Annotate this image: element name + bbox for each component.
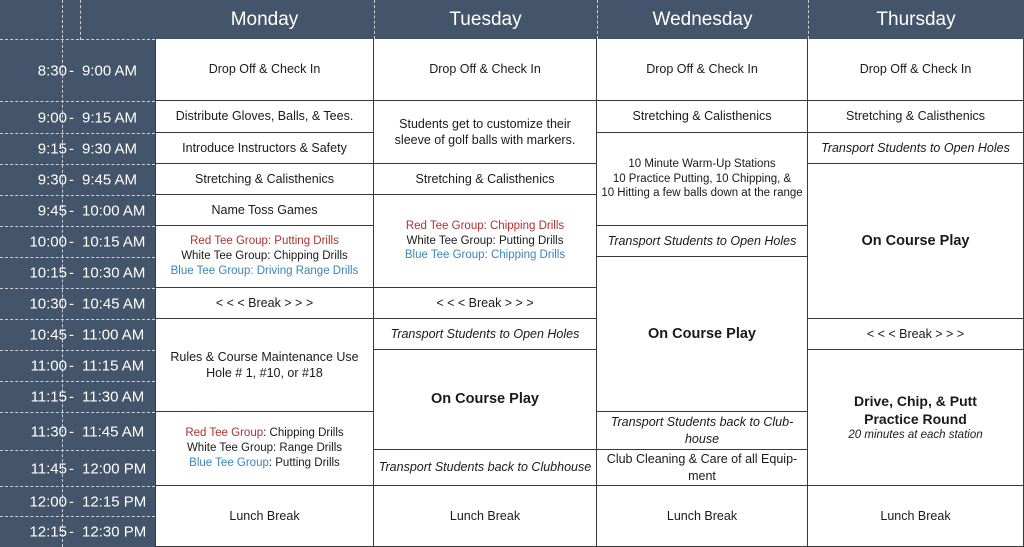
activity-text: Introduce Instructors & Safety	[182, 140, 347, 155]
time-separator: -	[69, 357, 74, 375]
time-separator: -	[69, 140, 74, 158]
column-divider	[80, 0, 81, 40]
activity-line	[185, 441, 343, 456]
activity-line	[848, 428, 982, 443]
activity-cell-wednesday	[597, 101, 808, 133]
activity-text: 10 Minute Warm-Up Stations	[628, 157, 776, 170]
activity-line	[611, 431, 794, 447]
activity-line	[880, 508, 950, 524]
time-end: 10:45 AM	[82, 295, 146, 313]
activity-line	[391, 326, 580, 342]
activity-line	[216, 295, 313, 311]
activity-cell-monday	[155, 288, 374, 319]
activity-text: sleeve of golf balls with markers.	[394, 133, 576, 147]
red-tee-text: Red Tee Group: Putting Drills	[190, 235, 339, 248]
activity-line	[646, 61, 758, 77]
activity-cell-monday	[155, 319, 374, 412]
time-end: 11:45 AM	[82, 423, 145, 440]
activity-cell-thursday	[808, 319, 1024, 350]
activity-text: 10 Practice Putting, 10 Chipping, &	[612, 172, 792, 185]
activity-cell-tuesday	[374, 486, 597, 547]
activity-line	[450, 508, 520, 524]
activity-line	[429, 61, 541, 77]
time-separator: -	[69, 423, 74, 440]
time-separator: -	[69, 264, 74, 282]
activity-cell-tuesday	[374, 101, 597, 164]
activity-line	[229, 508, 299, 524]
activity-text: Drop Off & Check In	[859, 62, 972, 77]
time-end: 12:15 PM	[82, 493, 147, 510]
time-start: 9:00	[37, 109, 67, 126]
activity-cell-tuesday	[374, 39, 597, 101]
activity-cell-thursday	[808, 101, 1024, 133]
activity-text: Stretching & Calisthenics	[415, 171, 555, 186]
activity-line	[846, 108, 985, 124]
time-end: 10:30 AM	[82, 264, 146, 282]
day-header-monday: Monday	[155, 0, 374, 39]
time-end: 9:30 AM	[82, 140, 138, 158]
activity-text: Name Toss Games	[211, 202, 318, 217]
activity-line	[862, 232, 970, 251]
time-slot	[0, 412, 155, 450]
activity-line	[395, 116, 576, 132]
time-end: 9:15 AM	[82, 109, 138, 126]
time-slot	[0, 450, 155, 486]
activity-text: Stretching & Calisthenics	[846, 109, 985, 124]
header-divider	[808, 0, 809, 39]
time-separator: -	[69, 326, 74, 344]
activity-cell-tuesday	[374, 288, 597, 319]
activity-cell-wednesday	[597, 39, 808, 101]
time-slot	[0, 133, 155, 164]
activity-cell-wednesday	[597, 412, 808, 450]
header-divider	[597, 0, 598, 39]
activity-line	[171, 264, 359, 279]
activity-text: < < < Break > > >	[436, 295, 534, 310]
activity-cell-tuesday	[374, 195, 597, 288]
activity-text: 20 minutes at each station	[848, 429, 983, 442]
activity-text: Drop Off & Check In	[646, 62, 758, 77]
activity-text: house	[684, 431, 720, 446]
activity-cell-thursday	[808, 486, 1024, 547]
activity-cell-monday	[155, 412, 374, 486]
time-end: 12:30 PM	[82, 523, 147, 541]
time-start: 9:15	[37, 140, 67, 158]
red-tee-text: Red Tee Group	[185, 427, 264, 440]
activity-text: Lunch Break	[229, 508, 300, 523]
time-start: 12:15	[29, 523, 67, 541]
activity-text: Practice Round	[864, 411, 967, 428]
activity-line	[601, 186, 802, 201]
time-separator: -	[69, 202, 74, 220]
time-slot	[0, 381, 155, 412]
activity-line	[379, 459, 591, 475]
activity-line	[633, 108, 772, 124]
time-slot	[0, 319, 155, 350]
activity-line	[405, 219, 565, 234]
activity-line	[607, 451, 797, 467]
activity-line	[395, 132, 576, 148]
activity-line	[601, 172, 802, 187]
activity-cell-wednesday	[597, 257, 808, 412]
activity-cell-monday	[155, 164, 374, 195]
time-start: 11:45	[30, 460, 67, 477]
activity-cell-wednesday	[597, 133, 808, 226]
red-tee-text: Red Tee Group: Chipping Drills	[405, 219, 565, 232]
activity-text: Lunch Break	[449, 508, 521, 523]
activity-cell-monday	[155, 486, 374, 547]
time-slot	[0, 350, 155, 381]
activity-line	[848, 410, 982, 428]
time-end: 11:15 AM	[82, 357, 145, 375]
activity-line	[405, 234, 565, 249]
activity-line	[860, 61, 972, 77]
activity-line	[176, 108, 354, 124]
time-start: 10:45	[29, 326, 67, 344]
activity-line	[848, 392, 982, 410]
activity-line	[607, 468, 797, 484]
activity-text: Students get to customize their	[399, 116, 571, 131]
day-header-wednesday: Wednesday	[597, 0, 808, 39]
activity-cell-thursday	[808, 350, 1024, 486]
time-slot	[0, 486, 155, 516]
activity-text: Club Cleaning & Care of all Equip-	[606, 452, 798, 467]
activity-cell-tuesday	[374, 450, 597, 486]
activity-text: White Tee Group: Chipping Drills	[181, 250, 348, 263]
activity-cell-monday	[155, 39, 374, 101]
activity-cell-thursday	[808, 133, 1024, 164]
time-slot	[0, 195, 155, 226]
activity-text: Lunch Break	[666, 508, 738, 523]
activity-text: Distribute Gloves, Balls, & Tees.	[175, 109, 354, 124]
time-start: 12:00	[29, 493, 67, 510]
activity-line	[171, 234, 359, 249]
time-start: 10:00	[29, 233, 67, 251]
activity-text: Stretching & Calisthenics	[195, 171, 334, 186]
activity-text: Transport Students to Open Holes	[607, 233, 797, 248]
activity-line	[170, 365, 358, 381]
activity-text: : Putting Drills	[268, 456, 340, 469]
activity-line	[436, 295, 533, 311]
time-slot	[0, 164, 155, 195]
time-end: 9:00 AM	[82, 62, 138, 79]
activity-text: Transport Students back to Club-	[610, 415, 794, 430]
time-slot	[0, 288, 155, 319]
activity-text: On Course Play	[861, 232, 970, 249]
activity-text: Drop Off & Check In	[208, 62, 321, 77]
time-slot	[0, 257, 155, 288]
time-start: 11:00	[30, 357, 67, 375]
time-separator: -	[69, 295, 74, 313]
activity-cell-monday	[155, 133, 374, 164]
activity-line	[648, 325, 756, 344]
activity-text: ment	[688, 468, 716, 483]
time-end: 10:15 AM	[82, 233, 146, 251]
time-separator: -	[69, 171, 74, 189]
activity-text: Drive, Chip, & Putt	[854, 392, 977, 409]
time-start: 9:45	[37, 202, 67, 220]
activity-cell-monday	[155, 195, 374, 226]
activity-cell-monday	[155, 101, 374, 133]
activity-cell-wednesday	[597, 450, 808, 486]
activity-line	[171, 249, 359, 264]
activity-cell-monday	[155, 226, 374, 288]
activity-text: On Course Play	[431, 391, 539, 408]
time-separator: -	[69, 109, 74, 126]
time-separator: -	[69, 388, 74, 406]
activity-text: White Tee Group: Range Drills	[186, 442, 343, 455]
activity-cell-wednesday	[597, 486, 808, 547]
header-divider	[374, 0, 375, 39]
activity-line	[405, 248, 565, 263]
blue-tee-text: Blue Tee Group	[189, 456, 269, 469]
activity-cell-thursday	[808, 39, 1024, 101]
activity-line	[185, 426, 343, 441]
time-separator: -	[69, 460, 74, 477]
activity-text: Transport Students to Open Holes	[821, 140, 1010, 155]
time-slot	[0, 101, 155, 133]
time-start: 11:30	[30, 423, 67, 440]
time-slot	[0, 226, 155, 257]
activity-text: On Course Play	[648, 325, 756, 342]
activity-line	[611, 414, 794, 430]
activity-line	[601, 157, 802, 172]
activity-text: < < < Break > > >	[866, 326, 965, 341]
time-start: 11:15	[30, 388, 67, 406]
time-end: 9:45 AM	[82, 171, 138, 189]
activity-cell-tuesday	[374, 350, 597, 450]
activity-text: Hole # 1, #10, or #18	[206, 366, 323, 380]
time-start: 10:30	[29, 295, 67, 313]
activity-text: : Chipping Drills	[263, 427, 344, 440]
time-end: 11:00 AM	[82, 326, 145, 344]
activity-line	[821, 140, 1010, 156]
time-slot	[0, 39, 155, 101]
activity-line	[185, 456, 343, 471]
activity-line	[431, 390, 539, 409]
activity-text: Drop Off & Check In	[429, 62, 541, 77]
time-start: 10:15	[29, 264, 67, 282]
time-end: 10:00 AM	[82, 202, 146, 220]
time-start: 8:30	[37, 62, 67, 79]
time-end: 12:00 PM	[82, 460, 147, 477]
activity-text: Transport Students back to Clubhouse	[378, 460, 592, 475]
activity-text: < < < Break > > >	[215, 295, 314, 310]
time-slot	[0, 516, 155, 547]
blue-tee-text: Blue Tee Group: Chipping Drills	[404, 249, 566, 262]
activity-text: Stretching & Calisthenics	[632, 109, 772, 124]
activity-text: 10 Hitting a few balls down at the range	[601, 187, 803, 200]
activity-line	[170, 349, 358, 365]
day-header-thursday: Thursday	[808, 0, 1024, 39]
time-separator: -	[69, 233, 74, 251]
activity-line	[195, 171, 334, 187]
day-header-tuesday: Tuesday	[374, 0, 597, 39]
activity-cell-wednesday	[597, 226, 808, 257]
activity-text: Transport Students to Open Holes	[390, 326, 580, 341]
activity-line	[667, 508, 737, 524]
activity-cell-tuesday	[374, 164, 597, 195]
time-separator: -	[69, 62, 74, 79]
blue-tee-text: Blue Tee Group: Driving Range Drills	[170, 264, 359, 277]
time-end: 11:30 AM	[82, 388, 145, 406]
time-start: 9:30	[37, 171, 67, 189]
activity-line	[182, 140, 347, 156]
activity-text: Rules & Course Maintenance Use	[170, 349, 359, 364]
activity-cell-thursday	[808, 164, 1024, 319]
time-separator: -	[69, 493, 74, 510]
activity-text: Lunch Break	[880, 508, 951, 523]
activity-text: White Tee Group: Putting Drills	[406, 234, 564, 247]
activity-line	[608, 233, 797, 249]
activity-cell-tuesday	[374, 319, 597, 350]
activity-line	[211, 202, 317, 218]
time-separator: -	[69, 523, 74, 541]
activity-line	[416, 171, 555, 187]
activity-line	[867, 326, 964, 342]
activity-line	[209, 61, 321, 77]
